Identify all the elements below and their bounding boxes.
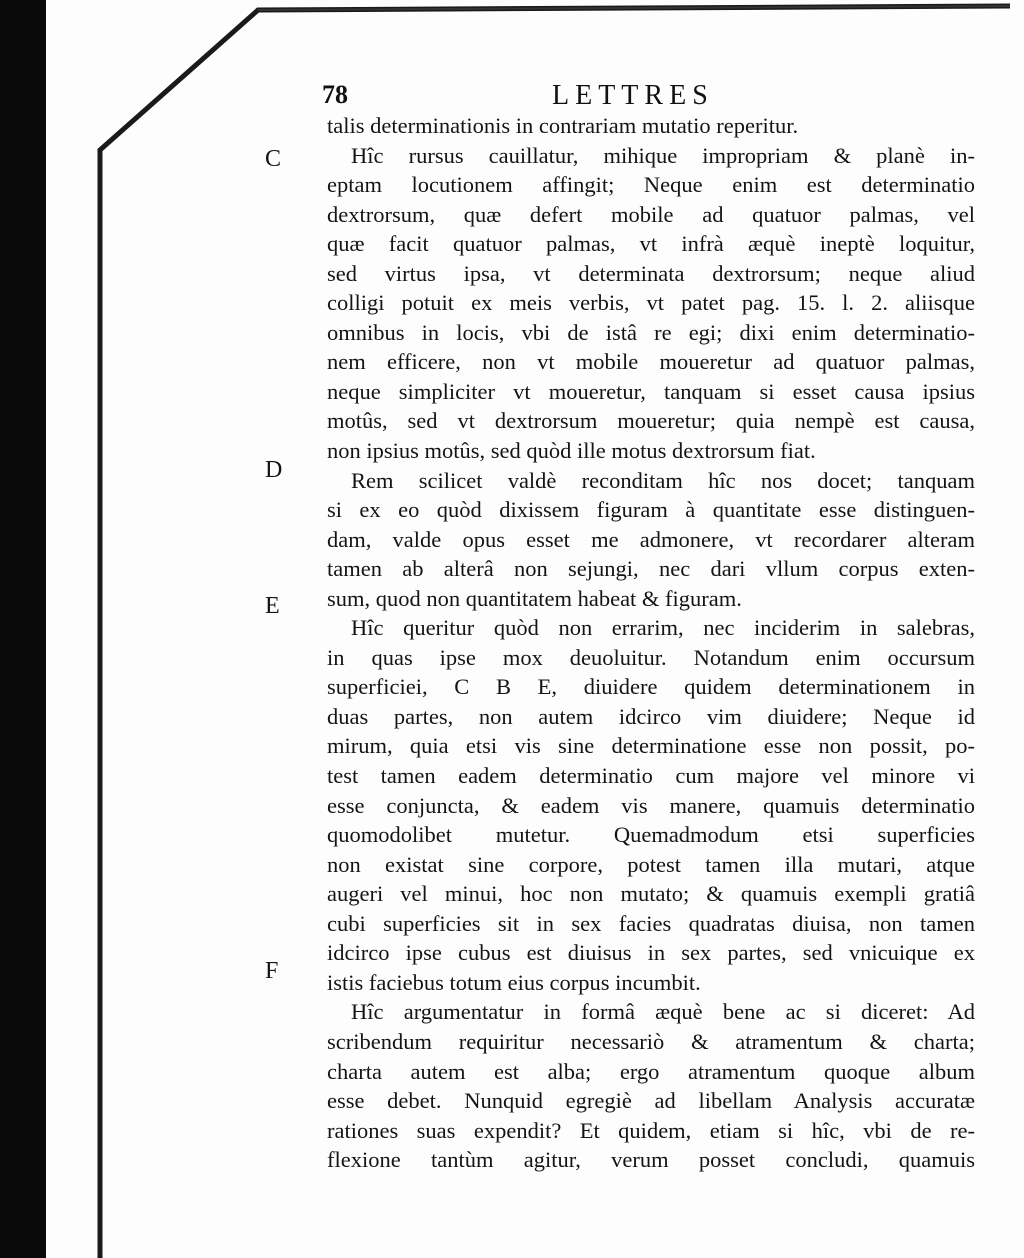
text-line: mirum, quia etsi vis sine determinatione esse non possit, po-: [327, 733, 975, 759]
text-line: idcirco ipse cubus est diuisus in sex partes, sed vnicuique ex: [327, 940, 975, 966]
text-line: colligi potuit ex meis verbis, vt patet pag. 15. l. 2. aliisque: [327, 290, 975, 316]
text-line: Hîc queritur quòd non errarim, nec inciderim in salebras,: [351, 615, 975, 641]
text-line: Hîc rursus cauillatur, mihique impropriam & planè in-: [351, 142, 975, 168]
running-head: LETTRES: [552, 80, 714, 111]
text-line: superficiei, C B E, diuidere quidem determinationem in: [327, 674, 975, 700]
text-line: tamen ab alterâ non sejungi, nec dari vllum corpus exten-: [327, 556, 975, 582]
text-line: nem efficere, non vt mobile moueretur ad quatuor palmas,: [327, 349, 975, 375]
text-line: omnibus in locis, vbi de istâ re egi; dixi enim determinatio-: [327, 319, 975, 345]
text-line: test tamen eadem determinatio cum majore vel minore vi: [327, 763, 975, 789]
text-line: scribendum requiritur necessariò & atramentum & charta;: [327, 1028, 975, 1054]
body-text: [327, 111, 975, 1175]
text-line: quomodolibet mutetur. Quemadmodum etsi superficies: [327, 822, 975, 848]
text-line: flexione tantùm agitur, verum posset concludi, quamuis: [327, 1147, 975, 1173]
text-line: esse conjuncta, & eadem vis manere, quamuis determinatio: [327, 792, 975, 818]
text-line: charta autem est alba; ergo atramentum quoque album: [327, 1058, 975, 1084]
margin-marker-e: E: [265, 593, 280, 619]
text-line: sed virtus ipsa, vt determinata dextrorsum; neque aliud: [327, 260, 975, 286]
margin-marker-f: F: [265, 958, 279, 984]
margin-marker-d: D: [265, 457, 283, 483]
text-line: talis determinationis in contrariam mutatio reperitur.: [327, 113, 799, 138]
text-line: non existat sine corpore, potest tamen illa mutari, atque: [327, 851, 975, 877]
text-line: eptam locutionem affingit; Neque enim est determinatio: [327, 172, 975, 198]
text-line: dam, valde opus esset me admonere, vt recordarer alteram: [327, 526, 975, 552]
text-line: non ipsius motûs, sed quòd ille motus dextrorsum fiat.: [327, 438, 816, 464]
text-line: rationes suas expendit? Et quidem, etiam si hîc, vbi de re-: [327, 1117, 975, 1143]
text-line: dextrorsum, quæ defert mobile ad quatuor palmas, vel: [327, 201, 975, 227]
text-line: istis faciebus totum eius corpus incumbit.: [327, 969, 701, 995]
margin-marker-c: C: [265, 146, 282, 172]
text-line: Rem scilicet valdè reconditam hîc nos docet; tanquam: [351, 467, 975, 493]
text-line: motûs, sed vt dextrorsum moueretur; quia nempè est causa,: [327, 408, 975, 434]
text-line: Hîc argumentatur in formâ æquè bene ac si diceret: Ad: [351, 999, 975, 1025]
text-line: cubi superficies sit in sex facies quadratas diuisa, non tamen: [327, 910, 975, 936]
text-line: in quas ipse mox deuoluitur. Notandum enim occursum: [327, 644, 975, 670]
text-line: sum, quod non quantitatem habeat & figuram.: [327, 585, 742, 611]
text-line: si ex eo quòd dixissem figuram à quantitate esse distinguen-: [327, 497, 975, 523]
text-line: duas partes, non autem idcirco vim diuidere; Neque id: [327, 703, 975, 729]
text-line: quæ facit quatuor palmas, vt infrà æquè ineptè loquitur,: [327, 231, 975, 257]
text-line: esse debet. Nunquid egregiè ad libellam Analysis accuratæ: [327, 1088, 975, 1114]
text-line: augeri vel minui, hoc non mutato; & quamuis exempli gratiâ: [327, 881, 975, 907]
page-number: 78: [322, 80, 348, 109]
text-line: neque simpliciter vt moueretur, tanquam si esset causa ipsius: [327, 378, 975, 404]
